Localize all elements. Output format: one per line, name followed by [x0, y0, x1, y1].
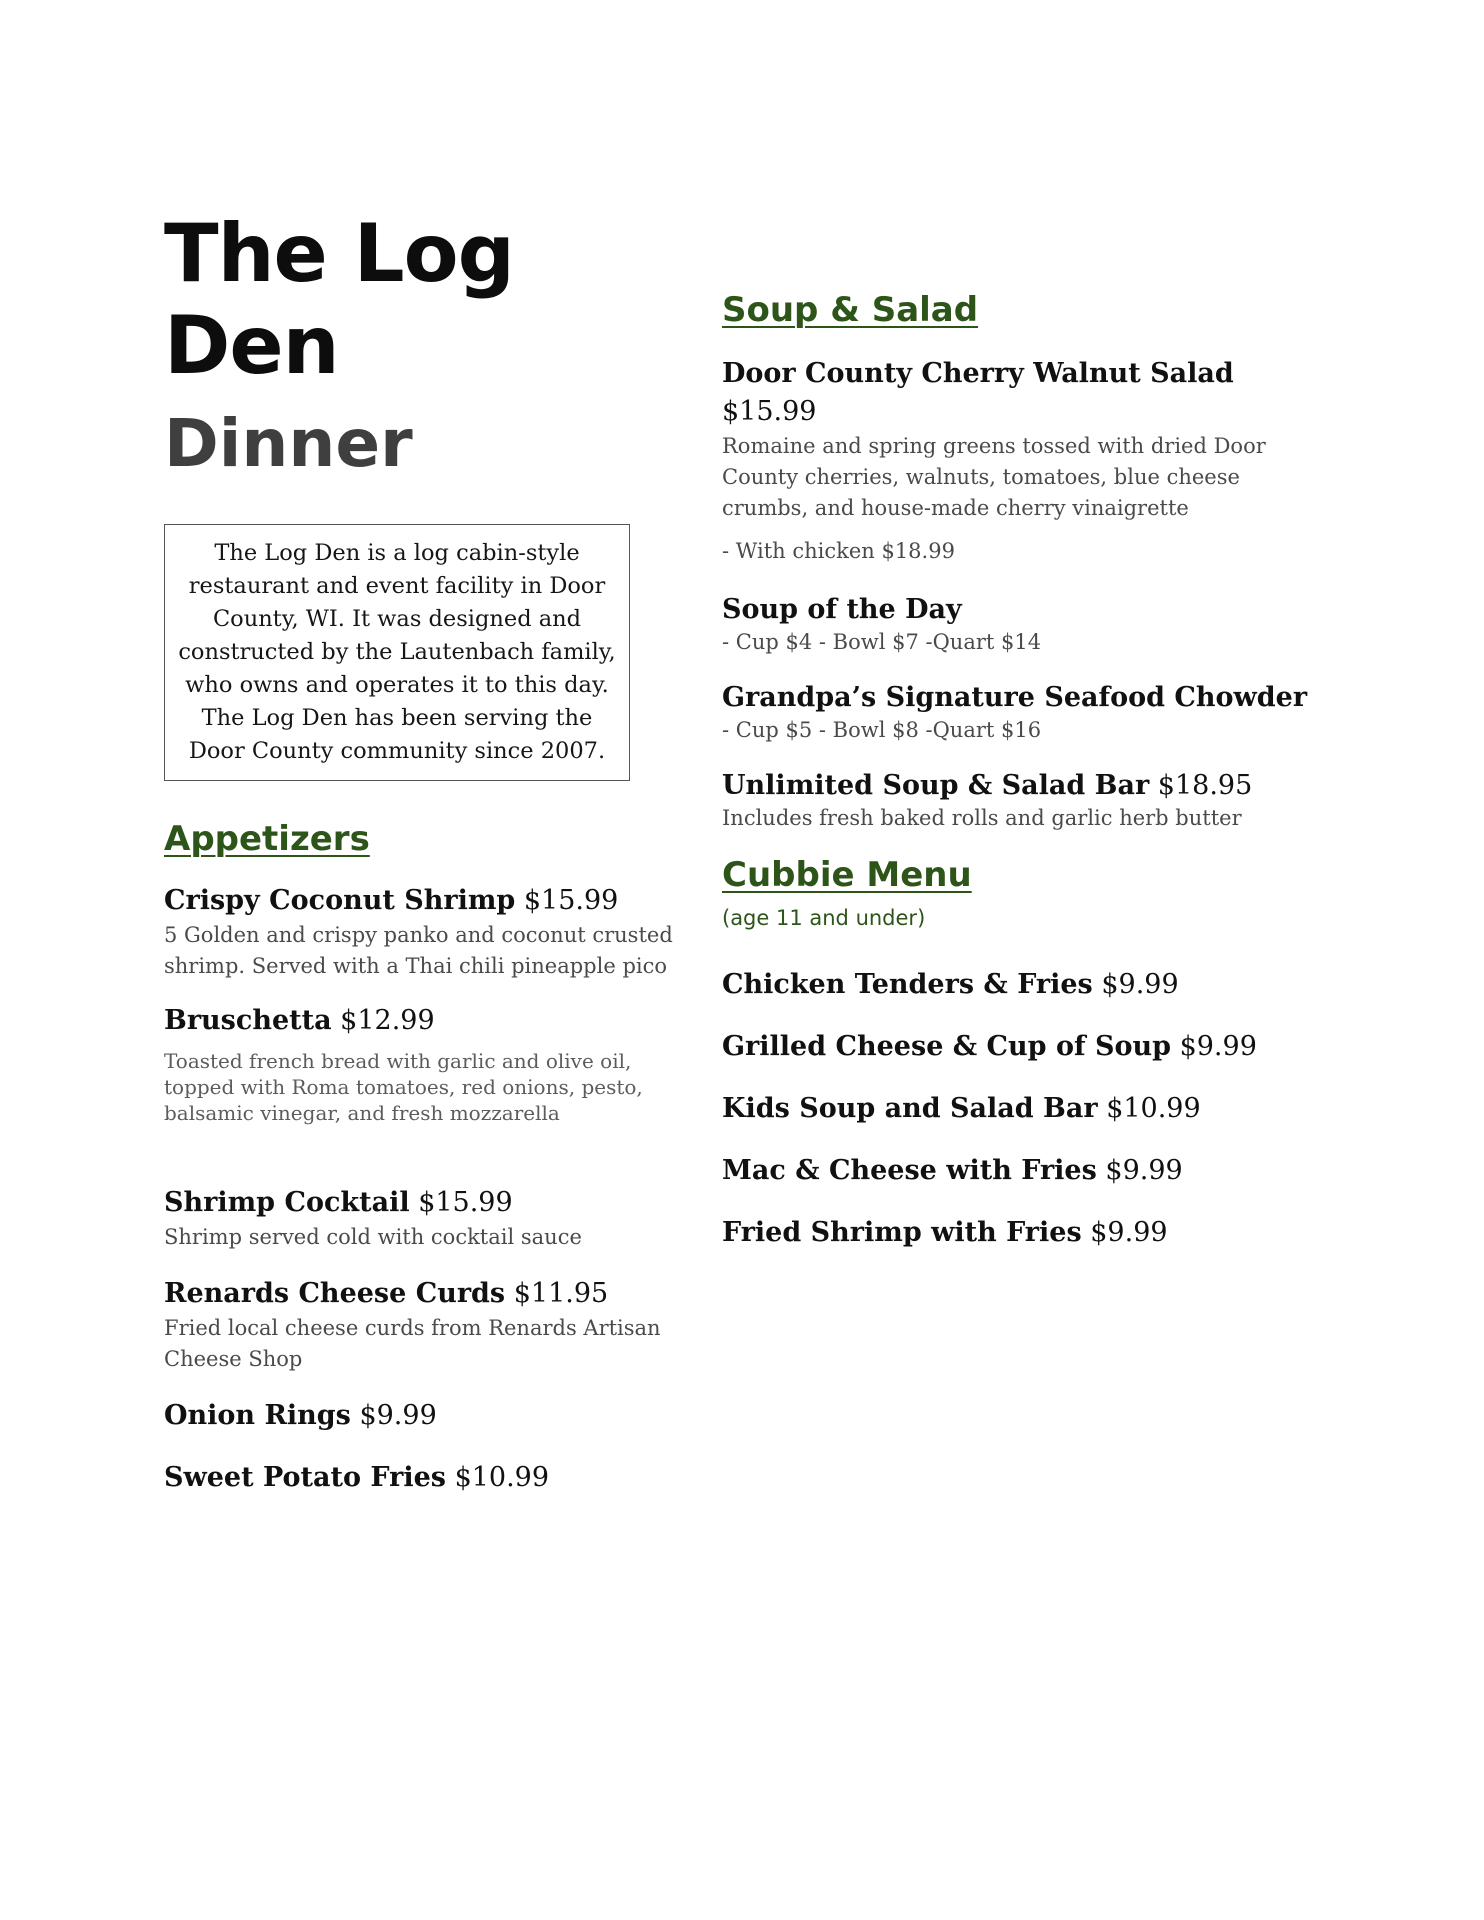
item-name: Soup of the Day [722, 593, 962, 625]
item-option: - With chicken $18.99 [722, 538, 955, 563]
item-name: Shrimp Cocktail [164, 1186, 410, 1218]
item-price: $15.99 [722, 395, 817, 427]
menu-item [722, 355, 1322, 567]
menu-item [722, 1214, 1322, 1252]
cubbie-section [722, 855, 1322, 1252]
menu-item [722, 1152, 1322, 1190]
item-price: $11.95 [513, 1277, 609, 1309]
menu-item [164, 1184, 684, 1253]
appetizers-section [164, 819, 684, 1497]
item-price: $9.99 [1179, 1030, 1257, 1062]
menu-item [164, 1002, 684, 1126]
item-price: $9.99 [1105, 1154, 1183, 1186]
item-name: Sweet Potato Fries [164, 1461, 446, 1493]
left-column [164, 208, 684, 1497]
item-price: $15.99 [523, 884, 619, 916]
item-description: Includes fresh baked rolls and garlic herb butter [722, 805, 1242, 830]
item-name: Crispy Coconut Shrimp [164, 884, 516, 916]
appetizers-heading: Appetizers [164, 818, 370, 859]
item-name: Door County Cherry Walnut Salad [722, 357, 1234, 389]
menu-item [164, 882, 684, 982]
menu-item [164, 1275, 684, 1375]
item-name: Unlimited Soup & Salad Bar [722, 769, 1150, 801]
restaurant-title: The Log Den [164, 207, 514, 392]
soup-salad-heading: Soup & Salad [722, 290, 979, 330]
item-description: Fried local cheese curds from Renards Artisan Cheese Shop [164, 1315, 661, 1371]
item-name: Mac & Cheese with Fries [722, 1154, 1097, 1186]
item-description: Shrimp served cold with cocktail sauce [164, 1224, 582, 1249]
menu-item [722, 1090, 1322, 1128]
item-price: $9.99 [1090, 1216, 1168, 1248]
menu-item [722, 679, 1322, 743]
item-name: Grandpa’s Signature Seafood Chowder [722, 681, 1308, 713]
item-description: - Cup $5 - Bowl $8 -Quart $16 [722, 717, 1042, 742]
menu-item [164, 1459, 684, 1497]
item-price: $18.95 [1157, 769, 1253, 801]
item-name: Renards Cheese Curds [164, 1277, 506, 1309]
menu-item [722, 1028, 1322, 1066]
soup-salad-section [722, 290, 1322, 831]
item-description: 5 Golden and crispy panko and coconut crusted shrimp. Served with a Thai chili pineapple pico [164, 922, 673, 978]
menu-item [722, 966, 1322, 1004]
cubbie-heading: Cubbie Menu [722, 854, 972, 895]
item-description: Toasted french bread with garlic and olive oil, topped with Roma tomatoes, red onions, pesto, balsamic vinegar, and fresh mozzarella [164, 1048, 643, 1125]
item-name: Grilled Cheese & Cup of Soup [722, 1030, 1171, 1062]
item-price: $10.99 [454, 1461, 550, 1493]
item-price: $9.99 [359, 1399, 437, 1431]
item-price: $9.99 [1101, 968, 1179, 1000]
menu-item [722, 591, 1322, 655]
menu-item [722, 767, 1322, 831]
menu-subtitle: Dinner [164, 405, 413, 482]
item-description: Romaine and spring greens tossed with dried Door County cherries, walnuts, tomatoes, blue cheese crumbs, and house-made cherry vinaigrette [722, 433, 1266, 520]
cubbie-age-note: (age 11 and under) [722, 905, 926, 930]
item-name: Kids Soup and Salad Bar [722, 1092, 1098, 1124]
item-description: - Cup $4 - Bowl $7 -Quart $14 [722, 629, 1042, 654]
item-name: Fried Shrimp with Fries [722, 1216, 1082, 1248]
item-price: $10.99 [1106, 1092, 1201, 1124]
item-price: $15.99 [418, 1186, 513, 1218]
right-column [722, 290, 1322, 1252]
menu-item [164, 1397, 684, 1435]
item-price: $12.99 [340, 1004, 435, 1036]
item-name: Bruschetta [164, 1004, 332, 1036]
item-name: Onion Rings [164, 1399, 351, 1431]
about-box: The Log Den is a log cabin-style restaurant and event facility in Door County, WI. It was designed and constructed by the Lautenbach family, who owns and operates it to this day. The Log Den has been serving the Door County community since 2007. [164, 524, 630, 781]
item-name: Chicken Tenders & Fries [722, 968, 1093, 1000]
